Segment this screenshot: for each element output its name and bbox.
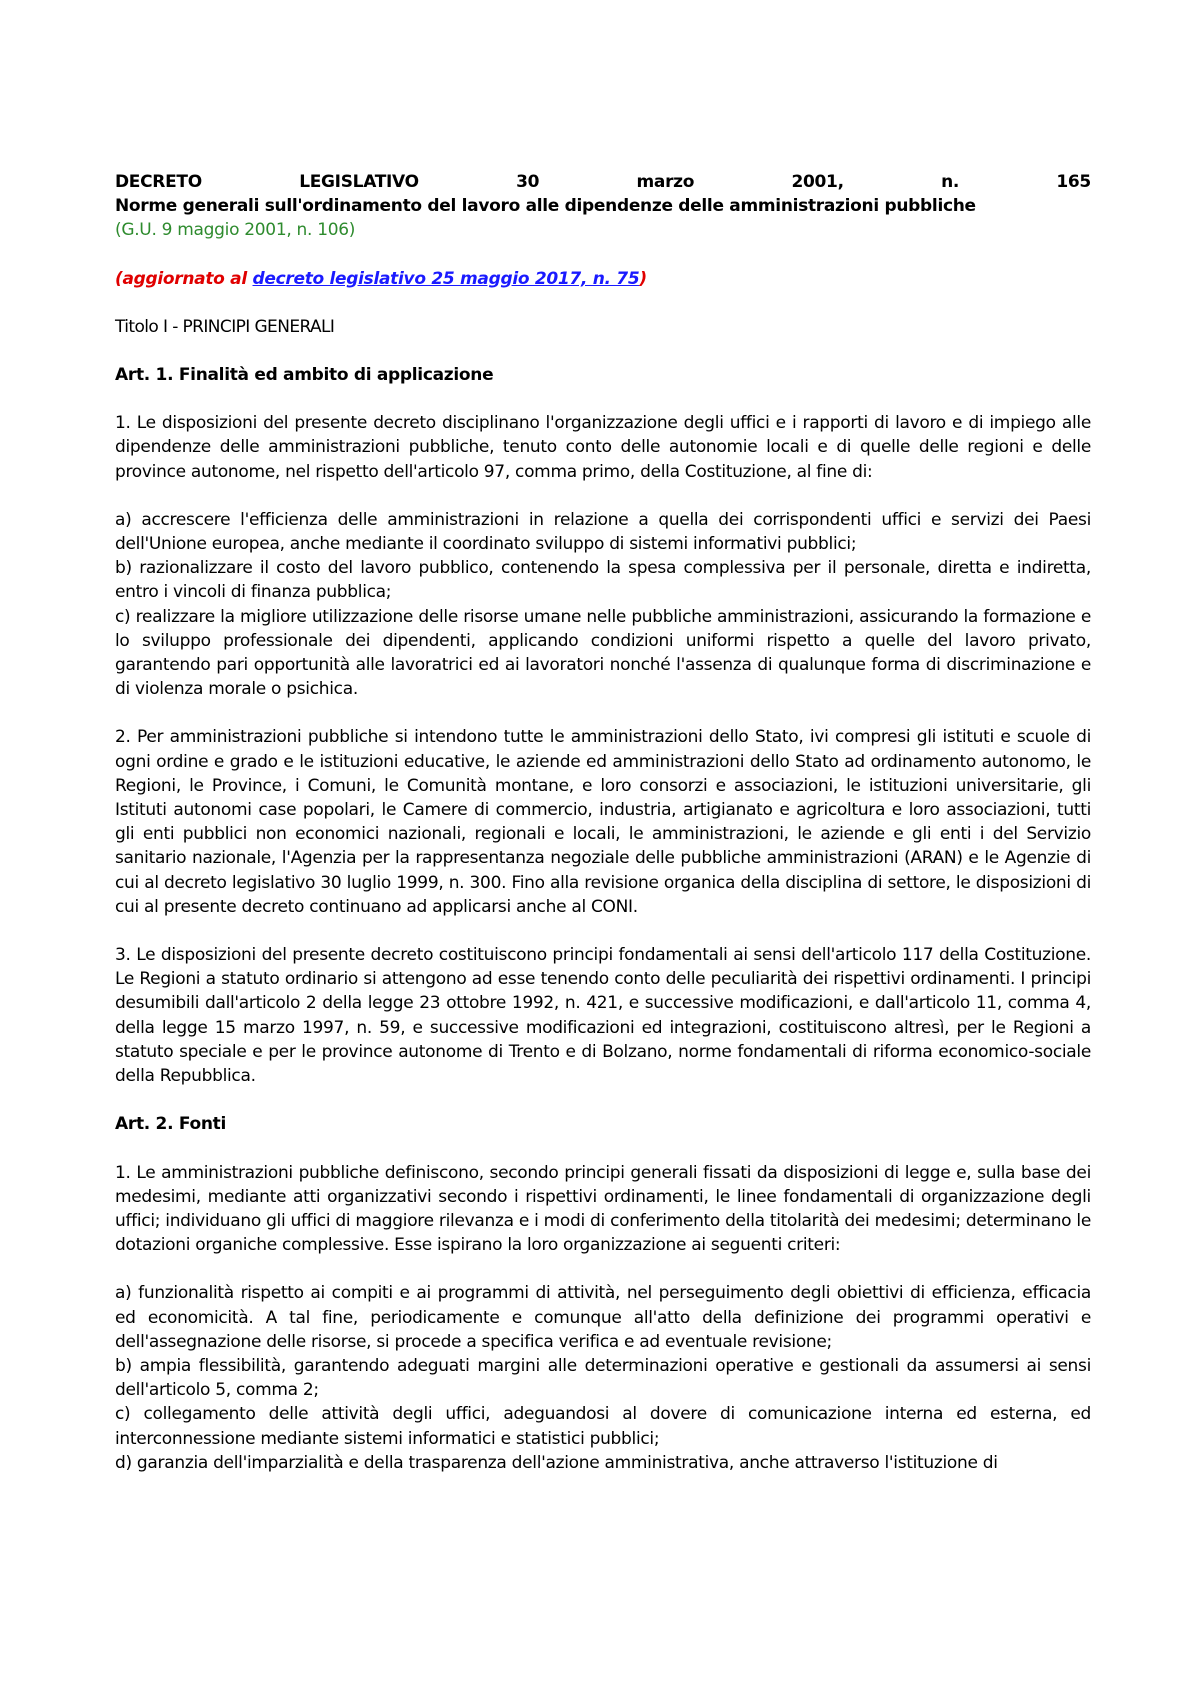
art1-item-b: b) razionalizzare il costo del lavoro pubblico, contenendo la spesa complessiva per il personale, diretta e indiretta, entro i vincoli di finanza pubblica;	[115, 558, 1091, 603]
art2-item-b: b) ampia flessibilità, garantendo adeguati margini alle determinazioni operative e gestionali da assumersi ai sensi dell'articolo 5, comma 2;	[115, 1355, 1091, 1401]
gazette-reference: (G.U. 9 maggio 2001, n. 106)	[115, 220, 356, 241]
document-page	[115, 170, 1091, 1475]
decree-title	[115, 170, 1091, 194]
update-note	[115, 267, 1091, 291]
update-suffix: )	[639, 268, 647, 289]
decree-word: marzo	[636, 172, 695, 192]
decree-word: 2001,	[791, 172, 844, 192]
title-heading: Titolo I - PRINCIPI GENERALI	[115, 316, 335, 337]
art2-item-a: a) funzionalità rispetto ai compiti e ai programmi di attività, nel perseguimento degli obiettivi di efficienza, efficacia ed economicità. A tal fine, periodicamente e comunque all'atto della definizione dei programmi operativi e dell'assegnazione delle risorse, si procede a specifica verifica e ad eventuale revisione;	[115, 1283, 1091, 1352]
art2-item-c: c) collegamento delle attività degli uffici, adeguandosi al dovere di comunicazione interna ed esterna, ed interconnessione mediante sistemi informatici e statistici pubblici;	[115, 1404, 1091, 1449]
decree-subtitle: Norme generali sull'ordinamento del lavoro alle dipendenze delle amministrazioni pubbliche	[115, 196, 976, 217]
decree-word: n.	[941, 172, 960, 192]
decree-word: DECRETO	[115, 172, 202, 192]
art1-item-c: c) realizzare la migliore utilizzazione delle risorse umane nelle pubbliche amministrazioni, assicurando la formazione e lo sviluppo professionale dei dipendenti, applicando condizioni uniformi rispetto a quelle del lavoro privato, garantendo pari opportunità alle lavoratrici ed ai lavoratori nonché l'assenza di qualunque forma di discriminazione e di violenza morale o psichica.	[115, 606, 1091, 700]
art1-paragraph-1: 1. Le disposizioni del presente decreto disciplinano l'organizzazione degli uffici e i rapporti di lavoro e di impiego alle dipendenze delle amministrazioni pubbliche, tenuto conto delle autonomie locali e di quelle delle regioni e delle province autonome, nel rispetto dell'articolo 97, comma primo, della Costituzione, al fine di:	[115, 413, 1091, 482]
art2-paragraph-1: 1. Le amministrazioni pubbliche definiscono, secondo principi generali fissati da disposizioni di legge e, sulla base dei medesimi, mediante atti organizzativi secondo i rispettivi ordinamenti, le linee fondamentali di organizzazione degli uffici; individuano gli uffici di maggiore rilevanza e i modi di conferimento della titolarità dei medesimi; determinano le dotazioni organiche complessive. Esse ispirano la loro organizzazione ai seguenti criteri:	[115, 1162, 1091, 1256]
art2-heading: Art. 2. Fonti	[115, 1114, 227, 1135]
decree-word: 30	[516, 172, 540, 192]
decree-word: 165	[1056, 172, 1091, 192]
art1-heading: Art. 1. Finalità ed ambito di applicazione	[115, 365, 494, 386]
decree-word: LEGISLATIVO	[299, 172, 419, 192]
update-decree-link[interactable]: decreto legislativo 25 maggio 2017, n. 75	[252, 268, 640, 289]
art1-paragraph-3: 3. Le disposizioni del presente decreto costituiscono principi fondamentali ai sensi dell'articolo 117 della Costituzione. Le Regioni a statuto ordinario si attengono ad esse tenendo conto delle peculiarità dei rispettivi ordinamenti. I principi desumibili dall'articolo 2 della legge 23 ottobre 1992, n. 421, e successive modificazioni, e dall'articolo 11, comma 4, della legge 15 marzo 1997, n. 59, e successive modificazioni ed integrazioni, costituiscono altresì, per le Regioni a statuto speciale e per le province autonome di Trento e di Bolzano, norme fondamentali di riforma economico-sociale della Repubblica.	[115, 945, 1091, 1087]
art1-paragraph-2: 2. Per amministrazioni pubbliche si intendono tutte le amministrazioni dello Stato, ivi compresi gli istituti e scuole di ogni ordine e grado e le istituzioni educative, le aziende ed amministrazioni dello Stato ad ordinamento autonomo, le Regioni, le Province, i Comuni, le Comunità montane, e loro consorzi e associazioni, le istituzioni universitarie, gli Istituti autonomi case popolari, le Camere di commercio, industria, artigianato e agricoltura e loro associazioni, tutti gli enti pubblici non economici nazionali, regionali e locali, le amministrazioni, le aziende e gli enti i del Servizio sanitario nazionale, l'Agenzia per la rappresentanza negoziale delle pubbliche amministrazioni (ARAN) e le Agenzie di cui al decreto legislativo 30 luglio 1999, n. 300. Fino alla revisione organica della disciplina di settore, le disposizioni di cui al presente decreto continuano ad applicarsi anche al CONI.	[115, 727, 1091, 917]
art1-item-a: a) accrescere l'efficienza delle amministrazioni in relazione a quella dei corrispondenti uffici e servizi dei Paesi dell'Unione europea, anche mediante il coordinato sviluppo di sistemi informativi pubblici;	[115, 509, 1091, 555]
update-prefix: (aggiornato al	[115, 268, 253, 289]
art2-item-d: d) garanzia dell'imparzialità e della trasparenza dell'azione amministrativa, anche attraverso l'istituzione di	[115, 1452, 998, 1473]
